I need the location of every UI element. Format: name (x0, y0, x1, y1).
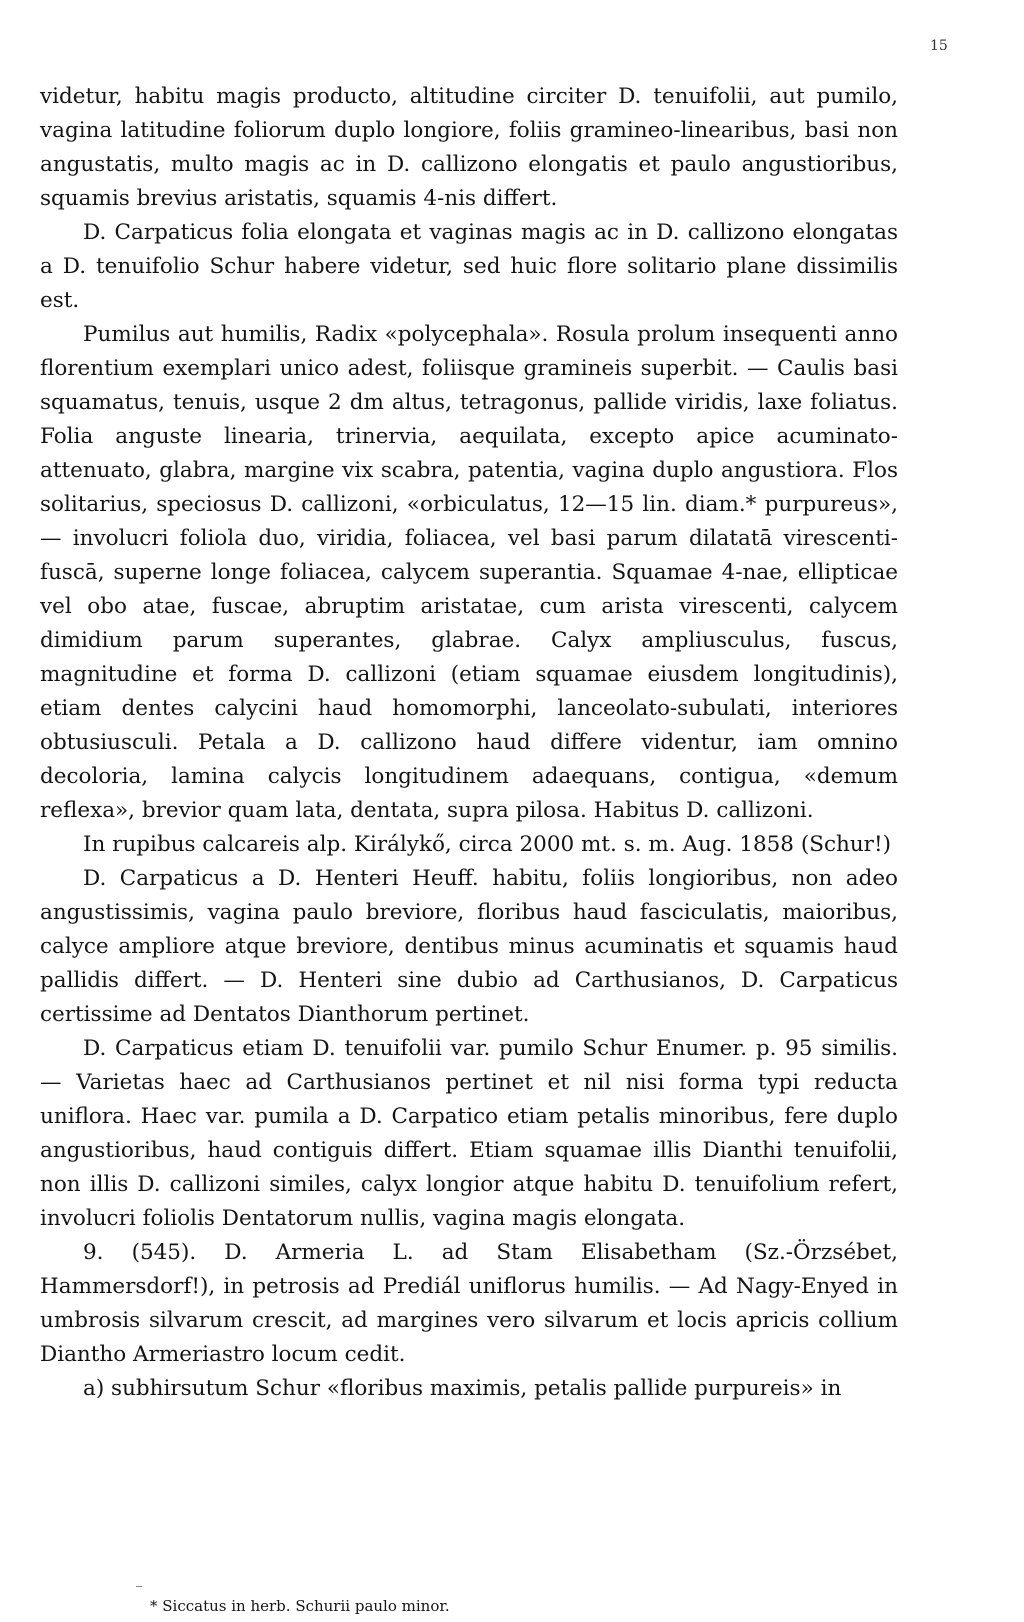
paragraph-5: D. Carpaticus a D. Henteri Heuff. habitu, foliis longioribus, non adeo angustissimis, vagina paulo breviore, floribus haud fasciculatis, maioribus, calyce ampliore atque breviore, dentibus minus acuminatis et squamis haud pallidis differt. — D. Henteri sine dubio ad Carthusianos, D. Carpaticus certissime ad Dentatos Dianthorum pertinet. (40, 866, 898, 1027)
footnote: * Siccatus in herb. Schurii paulo minor. (150, 1597, 450, 1615)
paragraph-4: In rupibus calcareis alp. Királykő, circa 2000 mt. s. m. Aug. 1858 (Schur!) (83, 832, 891, 857)
paragraph-1: videtur, habitu magis producto, altitudine circiter D. tenuifolii, aut pumilo, vagina latitudine foliorum duplo longiore, foliis gramineo-linearibus, basi non angustatis, multo magis ac in D. callizono elongatis et paulo angustioribus, squamis brevius aristatis, squamis 4-nis differt. (40, 84, 898, 211)
paragraph-3: Pumilus aut humilis, Radix «polycephala». Rosula prolum insequenti anno florentium exemplari unico adest, foliisque gramineis superbit. — Caulis basi squamatus, tenuis, usque 2 dm altus, tetragonus, pallide viridis, laxe foliatus. Folia anguste linearia, trinervia, aequilata, excepto apice acuminato-attenuato, glabra, margine vix scabra, patentia, vagina duplo angustiora. Flos solitarius, speciosus D. callizoni, «orbiculatus, 12—15 lin. diam.* purpureus», — involucri foliola duo, viridia, foliacea, vel basi parum dilatatā virescenti-fuscā, superne longe foliacea, calycem superantia. Squamae 4-nae, ellipticae vel obo atae, fuscae, abruptim aristatae, cum arista virescenti, calycem dimidium parum superantes, glabrae. Calyx ampliusculus, fuscus, magnitudine et forma D. callizoni (etiam squamae eiusdem longitudinis), etiam dentes calycini haud homomorphi, lanceolato-subulati, interiores obtusiusculi. Petala a D. callizono haud differe videntur, iam omnino decoloria, lamina calycis longitudinem adaequans, contigua, «demum reflexa», brevior quam lata, dentata, supra pilosa. Habitus D. callizoni. (40, 322, 898, 823)
page-number: 15 (930, 38, 948, 54)
paragraph-8: a) subhirsutum Schur «floribus maximis, petalis pallide purpureis» in (83, 1376, 842, 1401)
body-text (40, 80, 898, 1406)
footnote-rule (136, 1586, 142, 1587)
paragraph-7: 9. (545). D. Armeria L. ad Stam Elisabetham (Sz.-Örzsébet, Hammersdorf!), in petrosis ad Prediál uniflorus humilis. — Ad Nagy-Enyed in umbrosis silvarum crescit, ad margines vero silvarum et locis apricis collium Diantho Armeriastro locum cedit. (40, 1240, 898, 1367)
paragraph-6: D. Carpaticus etiam D. tenuifolii var. pumilo Schur Enumer. p. 95 similis. — Varietas haec ad Carthusianos pertinet et nil nisi forma typi reducta uniflora. Haec var. pumila a D. Carpatico etiam petalis minoribus, fere duplo angustioribus, haud contiguis differt. Etiam squamae illis Dianthi tenuifolii, non illis D. callizoni similes, calyx longior atque habitu D. tenuifolium refert, involucri foliolis Dentatorum nullis, vagina magis elongata. (40, 1036, 898, 1231)
paragraph-2: D. Carpaticus folia elongata et vaginas magis ac in D. callizono elongatas a D. tenuifolio Schur habere videtur, sed huic flore solitario plane dissimilis est. (40, 220, 898, 313)
